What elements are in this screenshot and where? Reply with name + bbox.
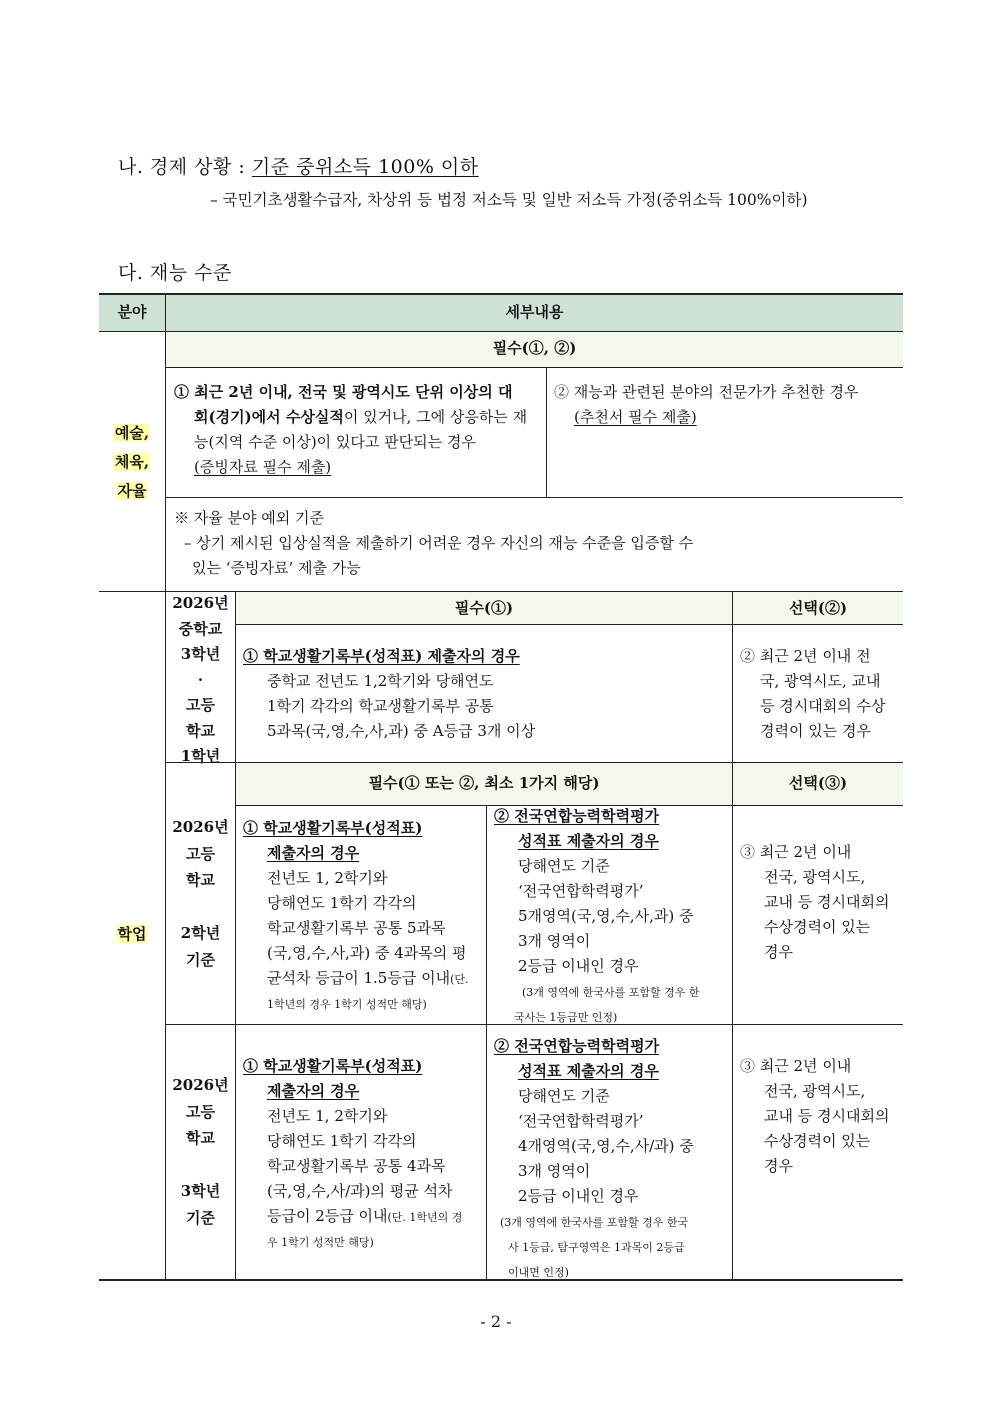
g2-item-1-line: 균석차 등급이 1.5등급 이내 xyxy=(267,969,451,987)
g2-select-line: 수상경력이 있는 xyxy=(764,918,871,936)
g2-item-2-line: 5개영역(국,영,수,사,과) 중 xyxy=(518,907,694,925)
g3-item-1-note: (단. 1학년의 경 xyxy=(387,1211,463,1224)
g3-item-1-note: 우 1학기 성적만 해당) xyxy=(267,1236,374,1249)
art-item-1-line: ① 최근 2년 이내, 전국 및 광역시도 단위 이상의 대 xyxy=(174,383,513,401)
grade-line: 학교 xyxy=(186,1129,215,1147)
g2-select-item xyxy=(740,840,889,965)
g3-select-line: ③ 최근 2년 이내 xyxy=(740,1057,852,1075)
g2-item-2-line: ‘전국연합학력평가’ xyxy=(518,882,644,900)
section-economic-criterion: 기준 중위소득 100% 이하 xyxy=(251,156,479,178)
art-item-1-evidence: (증빙자료 필수 제출) xyxy=(194,458,332,476)
grade-line: 1학년 xyxy=(180,747,221,765)
g3-item-2 xyxy=(494,1034,694,1284)
grade-line: · xyxy=(197,670,204,689)
art-item-2-evidence: (추천서 필수 제출) xyxy=(574,408,697,426)
table-vline xyxy=(235,591,236,1280)
g2-item-1-line: 학교생활기록부 공통 5과목 xyxy=(267,919,446,937)
table-line xyxy=(166,762,903,763)
g2-required-header: 필수(① 또는 ②, 최소 1가지 해당) xyxy=(368,774,600,792)
grade-line: 학교 xyxy=(186,721,215,740)
art-required-header: 필수(①, ②) xyxy=(492,339,577,357)
g2-item-1-title: ① 학교생활기록부(성적표) xyxy=(243,819,423,837)
academic-label-text: 학업 xyxy=(117,925,147,943)
section-economic-prefix: 나. 경제 상황 : xyxy=(118,156,252,178)
g1-item-1-title: ① 학교생활기록부(성적표) 제출자의 경우 xyxy=(243,647,520,665)
table-line xyxy=(166,497,903,498)
art-item-1-line: 이 있거나, 그에 상응하는 재 xyxy=(343,408,528,426)
art-item-2 xyxy=(554,380,858,430)
art-label-line: 체육, xyxy=(114,453,150,471)
g2-item-1-note: (단. xyxy=(450,973,469,986)
g3-item-1 xyxy=(243,1054,462,1254)
header-field: 분야 xyxy=(117,303,147,321)
grade-line: 기준 xyxy=(186,950,215,969)
art-label-line: 자율 xyxy=(117,482,147,500)
section-economic-title xyxy=(118,152,479,179)
grade-line: 2026년 xyxy=(172,594,229,612)
g3-item-2-line: 당해연도 기준 xyxy=(518,1087,610,1105)
g3-item-2-line: 2등급 이내인 경우 xyxy=(518,1187,639,1205)
g2-item-2-note: 국사는 1등급만 인정) xyxy=(514,1011,618,1024)
g3-item-2-line: 4개영역(국,영,수,사/과) 중 xyxy=(518,1137,694,1155)
note-line: 있는 ‘증빙자료’ 제출 가능 xyxy=(192,559,361,577)
g2-item-1-line: (국,영,수,사,과) 중 4과목의 평 xyxy=(267,944,467,962)
art-exception-note xyxy=(174,506,693,581)
g3-select-line: 전국, 광역시도, xyxy=(764,1082,866,1100)
note-line: – 상기 제시된 입상실적을 제출하기 어려운 경우 자신의 재능 수준을 입증할 수 xyxy=(184,534,694,552)
g3-select-line: 경우 xyxy=(764,1157,793,1175)
g3-item-1-line: 당해연도 1학기 각각의 xyxy=(267,1132,417,1150)
grade-line: 고등 xyxy=(186,696,215,714)
g3-item-1-line: 학교생활기록부 공통 4과목 xyxy=(267,1157,446,1175)
g2-item-2-title: ② 전국연합능력학력평가 xyxy=(494,807,660,825)
g1-item-1-line: 5과목(국,영,수,사,과) 중 A등급 3개 이상 xyxy=(267,722,536,740)
g3-item-2-title: ② 전국연합능력학력평가 xyxy=(494,1037,660,1055)
art-item-2-line: ② 재능과 관련된 분야의 전문가가 추천한 경우 xyxy=(554,383,859,401)
grade-line: 2026년 xyxy=(172,1076,229,1094)
g2-item-2-note: (3개 영역에 한국사를 포함할 경우 한 xyxy=(522,986,700,999)
g1-select-line: 등 경시대회의 수상 xyxy=(760,697,886,715)
g3-item-1-title: ① 학교생활기록부(성적표) xyxy=(243,1057,423,1075)
g2-select-line: 교내 등 경시대회의 xyxy=(764,893,890,911)
g1-grade-label xyxy=(166,591,235,770)
art-item-1-line: 능(지역 수준 이상)이 있다고 판단되는 경우 xyxy=(194,433,476,451)
g3-item-1-line: 전년도 1, 2학기와 xyxy=(267,1107,388,1125)
page-number: - 2 - xyxy=(480,1312,512,1331)
grade-line: 학교 xyxy=(186,871,215,889)
g2-item-2-line: 3개 영역이 xyxy=(518,932,591,950)
grade-line: 기준 xyxy=(186,1208,215,1227)
g1-item-1-line: 중학교 전년도 1,2학기와 당해연도 xyxy=(267,672,494,690)
g3-item-1-title: 제출자의 경우 xyxy=(267,1082,360,1100)
table-vline xyxy=(546,367,547,497)
grade-line: 2학년 xyxy=(180,924,221,942)
g3-item-2-line: ‘전국연합학력평가’ xyxy=(518,1112,644,1130)
grade-line: 고등 xyxy=(186,844,215,863)
g1-select-item xyxy=(740,644,885,744)
g1-select-header: 선택(②) xyxy=(788,599,848,617)
g2-item-2-line: 2등급 이내인 경우 xyxy=(518,957,639,975)
g3-item-1-line: 등급이 2등급 이내 xyxy=(267,1207,388,1225)
table-line xyxy=(99,331,903,332)
g1-select-line: 국, 광역시도, 교내 xyxy=(760,672,881,690)
art-item-1 xyxy=(174,380,527,480)
g2-item-1-line: 당해연도 1학기 각각의 xyxy=(267,894,417,912)
g2-select-header: 선택(③) xyxy=(788,774,848,792)
section-economic-desc: – 국민기초생활수급자, 차상위 등 법정 저소득 및 일반 저소득 가정(중위소득 100%이하) xyxy=(210,191,808,209)
art-field-label xyxy=(99,419,165,506)
header-detail: 세부내용 xyxy=(505,303,564,321)
section-talent-title: 다. 재능 수준 xyxy=(118,262,232,284)
grade-line: 3학년 xyxy=(180,1182,221,1200)
grade-line: 중학교 xyxy=(178,619,223,638)
g1-item-1 xyxy=(243,644,535,744)
g3-item-2-note: 이내면 인정) xyxy=(508,1266,569,1279)
g2-item-2-line: 당해연도 기준 xyxy=(518,857,610,875)
g3-select-line: 교내 등 경시대회의 xyxy=(764,1107,890,1125)
art-item-1-line: 회(경기)에서 수상실적 xyxy=(194,408,344,426)
g3-item-2-line: 3개 영역이 xyxy=(518,1162,591,1180)
g2-select-line: 경우 xyxy=(764,943,793,961)
g3-item-2-note: (3개 영역에 한국사를 포함할 경우 한국 xyxy=(500,1216,689,1229)
table-vline xyxy=(486,805,487,1280)
grade-line: 2026년 xyxy=(172,818,229,836)
g3-select-item xyxy=(740,1054,889,1179)
table-line xyxy=(166,367,903,368)
note-line: ※ 자율 분야 예외 기준 xyxy=(174,509,324,527)
g2-grade-label xyxy=(166,814,235,973)
g3-grade-label xyxy=(166,1072,235,1231)
g2-item-1-note: 1학년의 경우 1학기 성적만 해당) xyxy=(267,998,427,1011)
art-label-line: 예술, xyxy=(114,424,150,442)
g1-required-header: 필수(①) xyxy=(454,599,514,617)
g2-select-line: ③ 최근 2년 이내 xyxy=(740,843,852,861)
g1-select-line: 경력이 있는 경우 xyxy=(760,722,871,740)
g3-item-1-line: (국,영,수,사/과)의 평균 석차 xyxy=(267,1182,453,1200)
g3-item-2-title: 성적표 제출자의 경우 xyxy=(518,1062,659,1080)
g3-item-2-note: 사 1등급, 탐구영역은 1과목이 2등급 xyxy=(508,1241,685,1254)
g3-select-line: 수상경력이 있는 xyxy=(764,1132,871,1150)
g1-select-line: ② 최근 2년 이내 전 xyxy=(740,647,871,665)
g2-item-1-title: 제출자의 경우 xyxy=(267,844,360,862)
academic-field-label xyxy=(99,922,165,947)
grade-line: 고등 xyxy=(186,1102,215,1121)
g2-item-1 xyxy=(243,816,468,1016)
table-vline xyxy=(732,591,733,1280)
g2-select-line: 전국, 광역시도, xyxy=(764,868,866,886)
table-line xyxy=(236,624,903,625)
g2-item-1-line: 전년도 1, 2학기와 xyxy=(267,869,388,887)
g2-item-2-title: 성적표 제출자의 경우 xyxy=(518,832,659,850)
table-top-border xyxy=(99,293,903,295)
g1-item-1-line: 1학기 각각의 학교생활기록부 공통 xyxy=(267,697,494,715)
g2-item-2 xyxy=(494,804,700,1029)
grade-line: 3학년 xyxy=(180,645,221,663)
